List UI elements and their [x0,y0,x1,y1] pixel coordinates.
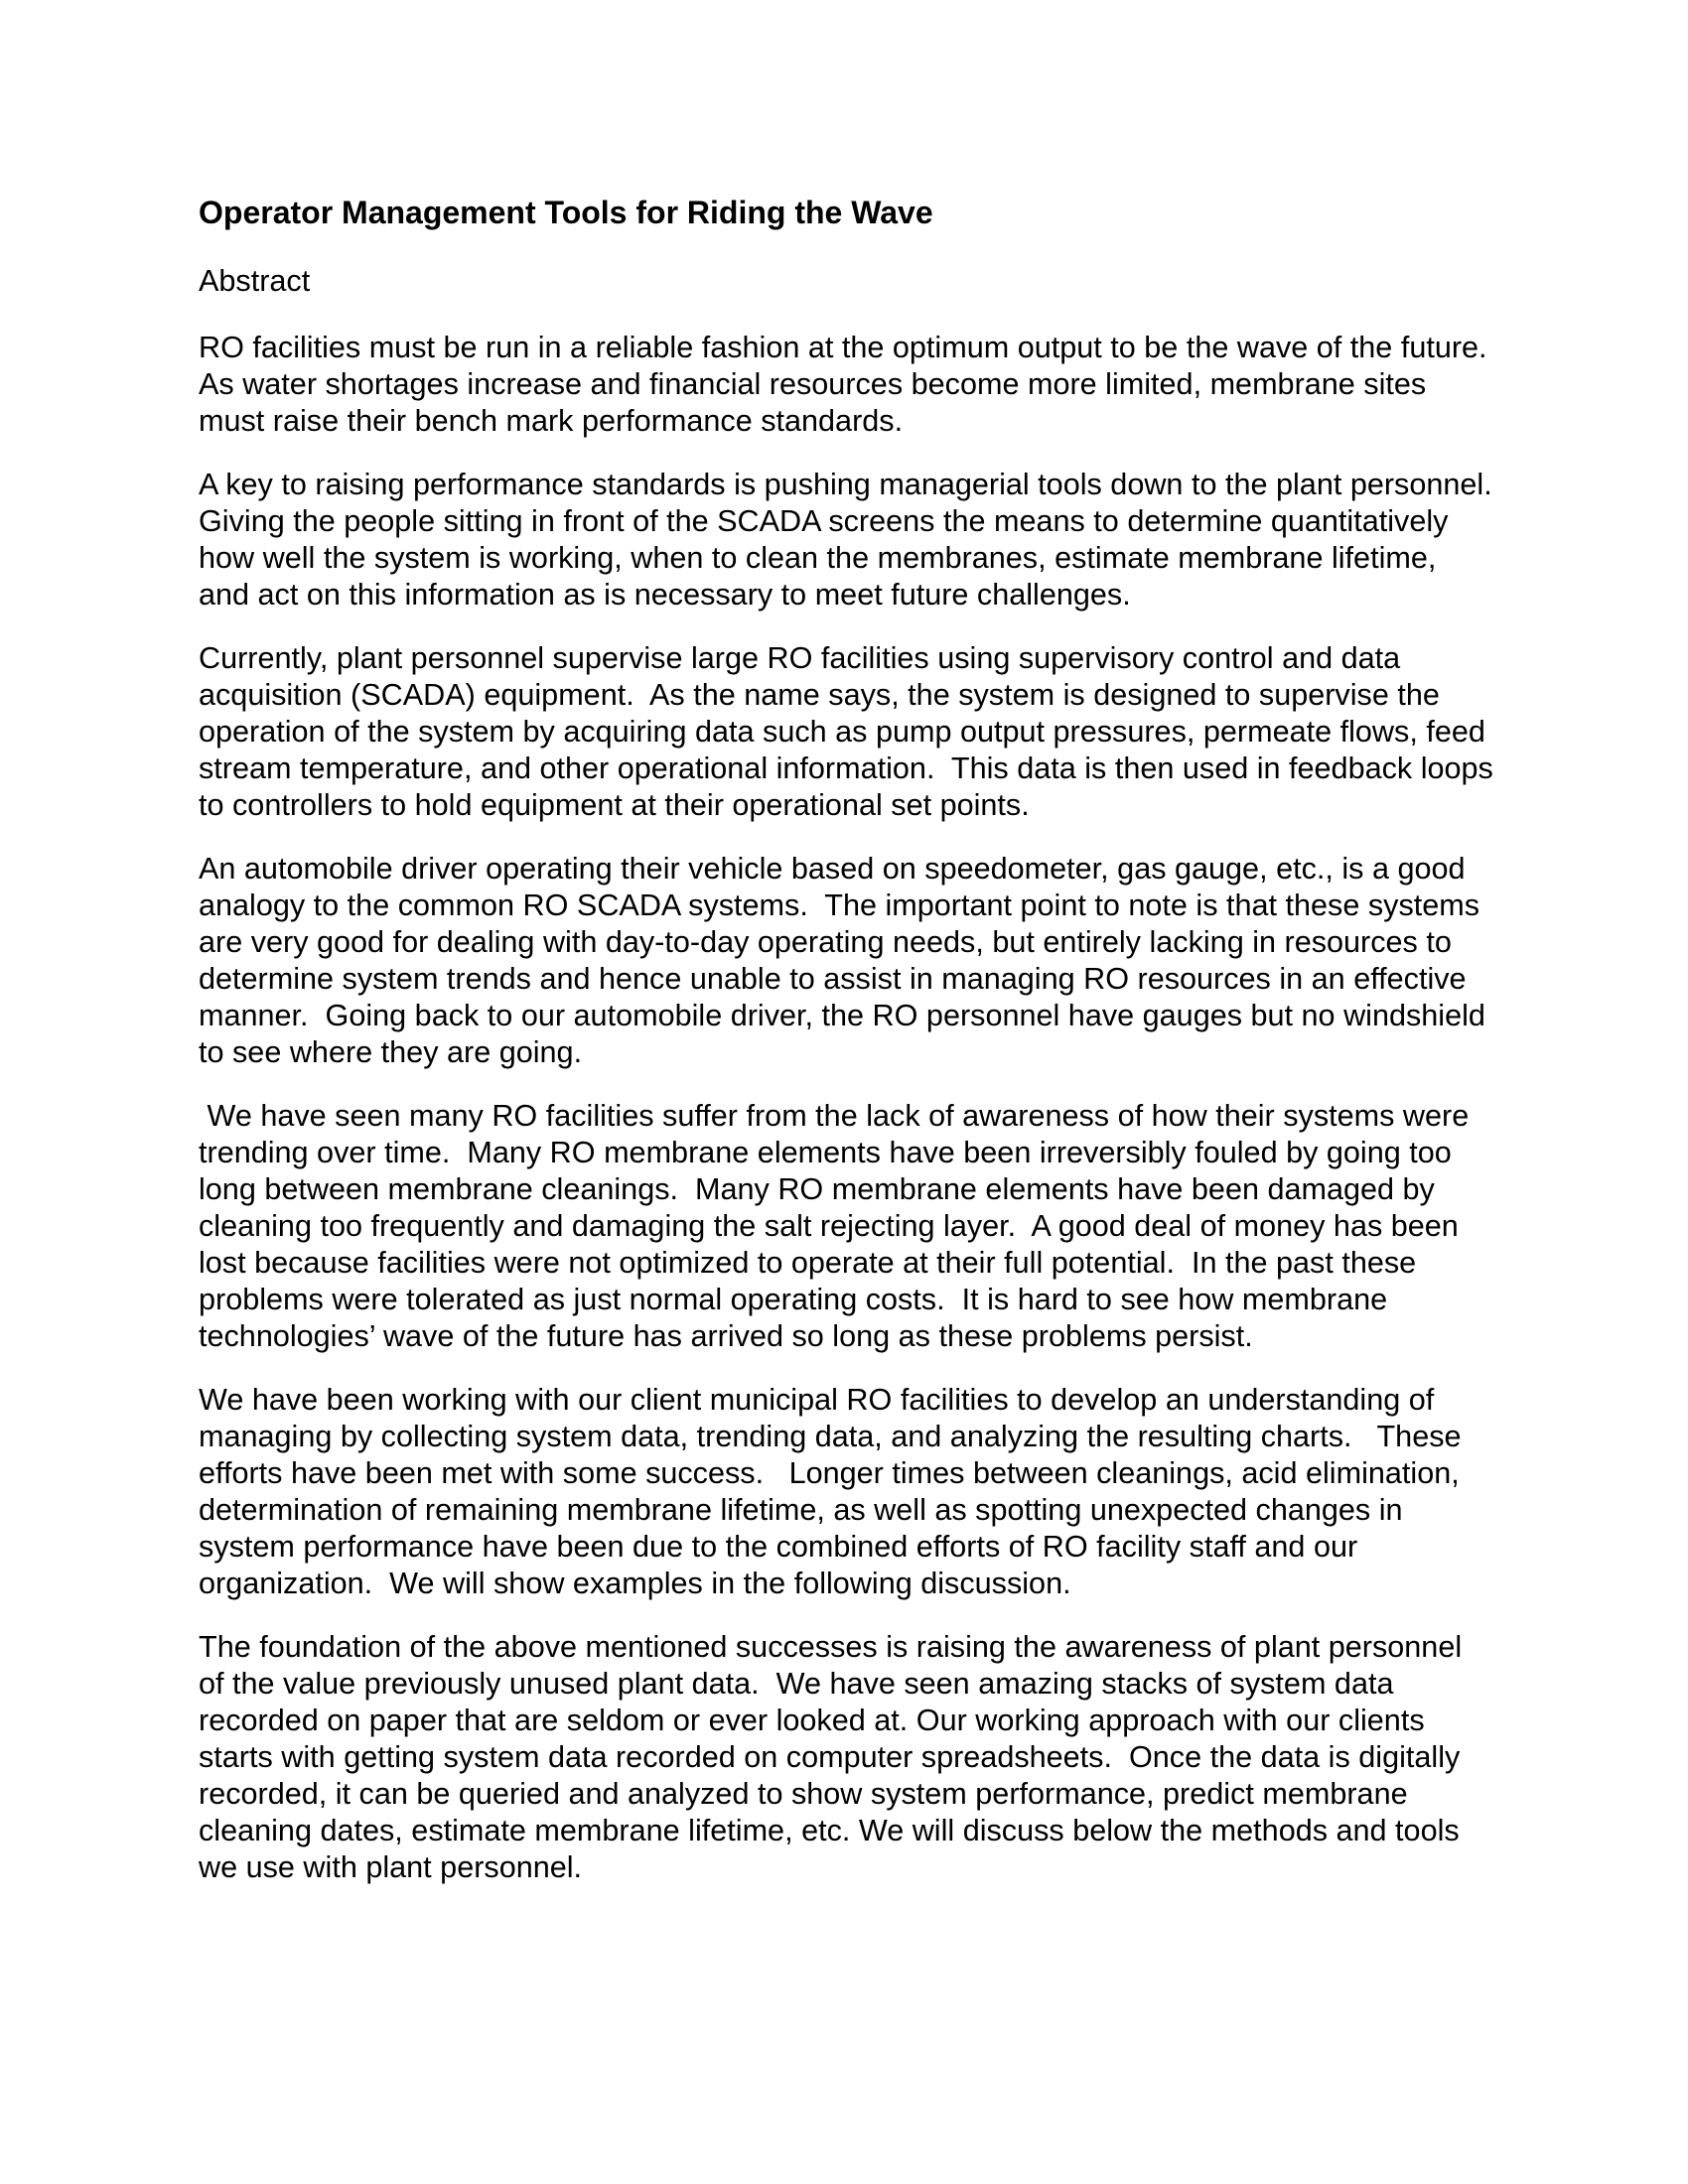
abstract-heading: Abstract [199,264,311,298]
paragraph: Currently, plant personnel supervise large RO facilities using supervisory control and data acquisition (SCADA) equipment. As the name says, the system is designed to supervise the operation of the system by acquiring data such as pump output pressures, permeate flows, feed stream temperature, and other operational information. This data is then used in feedback loops to controllers to hold equipment at their operational set points. [199,641,1502,822]
document-title: Operator Management Tools for Riding the Wave [199,195,933,230]
paragraph: The foundation of the above mentioned successes is raising the awareness of plant personnel of the value previously unused plant data. We have seen amazing stacks of system data recorded on paper that are seldom or ever looked at. Our working approach with our clients starts with getting system data recorded on computer spreadsheets. Once the data is digitally recorded, it can be queried and analyzed to show system performance, predict membrane cleaning dates, estimate membrane lifetime, etc. We will discuss below the methods and tools we use with plant personnel. [199,1630,1471,1884]
paragraph: We have seen many RO facilities suffer from the lack of awareness of how their systems were trending over time. Many RO membrane elements have been irreversibly fouled by going too long between membrane cleanings. Many RO membrane elements have been damaged by cleaning too frequently and damaging the salt rejecting layer. A good deal of money has been lost because facilities were not optimized to operate at their full potential. In the past these problems were tolerated as just normal operating costs. It is hard to see how membrane technologies’ wave of the future has arrived so long as these problems persist. [199,1099,1477,1353]
paragraph: We have been working with our client municipal RO facilities to develop an understanding of managing by collecting system data, trending data, and analyzing the resulting charts. These efforts have been met with some success. Longer times between cleanings, acid elimination, determination of remaining membrane lifetime, as well as spotting unexpected changes in system performance have been due to the combined efforts of RO facility staff and our organization. We will show examples in the following discussion. [199,1383,1471,1600]
paragraph: A key to raising performance standards is pushing managerial tools down to the plant personnel. Giving the people sitting in front of the SCADA screens the means to determine quantitatively how well the system is working, when to clean the membranes, estimate membrane lifetime, and act on this information as is necessary to meet future challenges. [199,468,1509,612]
paragraph: An automobile driver operating their vehicle based on speedometer, gas gauge, etc., is a good analogy to the common RO SCADA systems. The important point to note is that these systems are very good for dealing with day-to-day operating needs, but entirely lacking in resources to determine system trends and hence unable to assist in managing RO resources in an effective manner. Going back to our automobile driver, the RO personnel have gauges but no windshield to see where they are going. [199,852,1494,1069]
paragraph: RO facilities must be run in a reliable fashion at the optimum output to be the wave of the future. As water shortages increase and financial resources become more limited, membrane sites must raise their bench mark performance standards. [199,331,1502,438]
